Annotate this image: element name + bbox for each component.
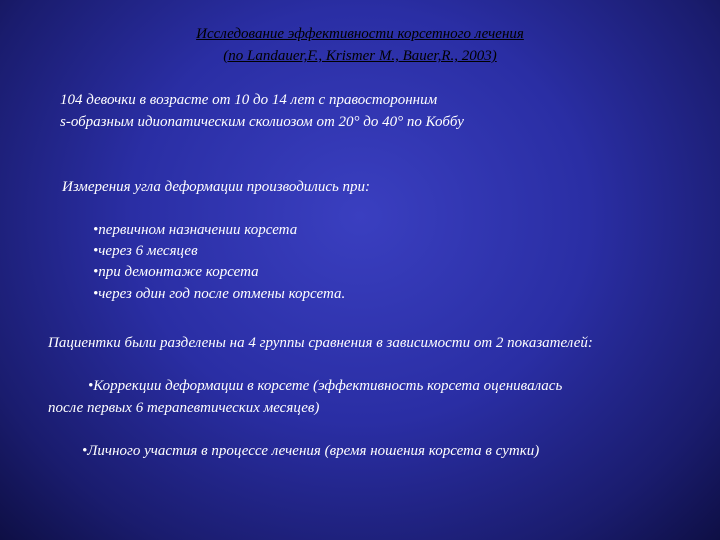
groups-heading: Пациентки были разделены на 4 группы сравнения в зависимости от 2 показателей: [48,335,593,351]
measurements-heading: Измерения угла деформации производились при: [62,179,371,195]
measurement-item-3: •при демонтаже корсета [93,264,259,280]
groups-item-2: •Личного участия в процессе лечения (время ношения корсета в сутки) [82,443,540,459]
intro-line1: 104 девочки в возрасте от 10 до 14 лет с правосторонним [60,92,438,108]
groups-item-1-line2: после первых 6 терапевтических месяцев) [48,400,320,416]
intro-line2: s-образным идиопатическим сколиозом от 20° до 40° по Коббу [60,114,464,130]
slide-title-line2: (по Landauer,F., Krismer M., Bauer,R., 2003) [223,48,497,64]
groups-item-1-line1: •Коррекции деформации в корсете (эффективность корсета оценивалась [88,378,563,394]
measurement-item-1: •первичном назначении корсета [93,222,298,238]
slide-title-line1: Исследование эффективности корсетного лечения [196,26,524,42]
measurement-item-4: •через один год после отмены корсета. [93,286,346,302]
measurement-item-2: •через 6 месяцев [93,243,198,259]
